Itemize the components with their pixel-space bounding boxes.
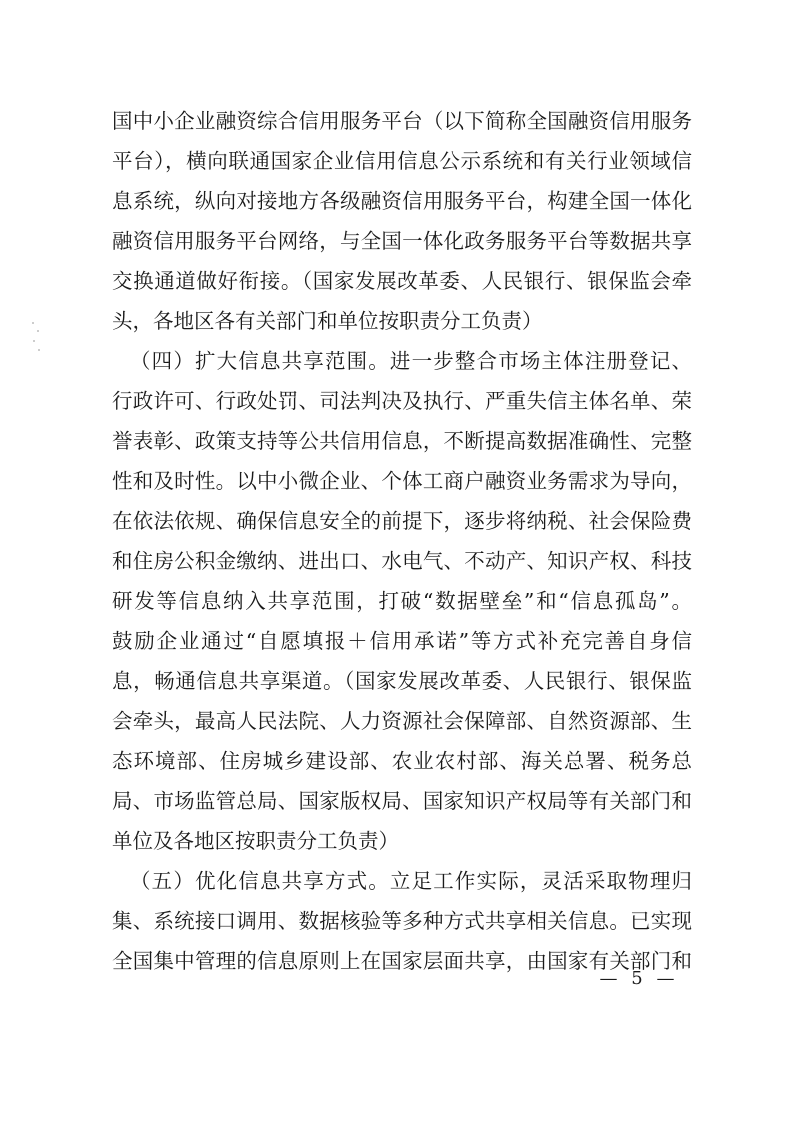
text-line: 平台），横向联通国家企业信用信息公示系统和有关行业领域信 [112, 149, 692, 173]
page-number: — 5 — [599, 968, 679, 989]
text-line: 态环境部、住房城乡建设部、农业农村部、海关总署、税务总 [112, 749, 692, 773]
paragraph-heading-line: （四）扩大信息共享范围。进一步整合市场主体注册登记、 [130, 349, 692, 373]
text-line: 局、市场监管总局、国家版权局、国家知识产权局等有关部门和 [112, 789, 692, 813]
text-line: 在依法依规、确保信息安全的前提下，逐步将纳税、社会保险费 [112, 509, 692, 533]
text-line: 鼓励企业通过“自愿填报＋信用承诺”等方式补充完善自身信 [112, 629, 692, 653]
text-line: 交换通道做好衔接。（国家发展改革委、人民银行、银保监会牵 [112, 269, 692, 293]
text-line: 全国集中管理的信息原则上在国家层面共享，由国家有关部门和 [112, 949, 692, 973]
text-line: 和住房公积金缴纳、进出口、水电气、不动产、知识产权、科技 [112, 549, 692, 573]
text-line: 单位及各地区按职责分工负责） [112, 829, 399, 853]
text-line: 息系统，纵向对接地方各级融资信用服务平台，构建全国一体化 [112, 189, 692, 213]
margin-specks [30, 318, 42, 358]
text-line: 国中小企业融资综合信用服务平台（以下简称全国融资信用服务 [112, 109, 692, 133]
text-line: 息，畅通信息共享渠道。（国家发展改革委、人民银行、银保监 [112, 669, 692, 693]
text-line: 融资信用服务平台网络，与全国一体化政务服务平台等数据共享 [112, 229, 692, 253]
text-line: 集、系统接口调用、数据核验等多种方式共享相关信息。已实现 [112, 909, 692, 933]
body-text [112, 101, 692, 981]
text-line: 性和及时性。以中小微企业、个体工商户融资业务需求为导向， [112, 469, 692, 493]
paragraph-heading-line: （五）优化信息共享方式。立足工作实际，灵活采取物理归 [130, 869, 692, 893]
text-line: 会牵头，最高人民法院、人力资源社会保障部、自然资源部、生 [112, 709, 692, 733]
text-line: 头，各地区各有关部门和单位按职责分工负责） [112, 309, 543, 333]
text-line: 誉表彰、政策支持等公共信用信息，不断提高数据准确性、完整 [112, 429, 692, 453]
text-line: 研发等信息纳入共享范围，打破“数据壁垒”和“信息孤岛”。 [112, 589, 692, 613]
text-line: 行政许可、行政处罚、司法判决及执行、严重失信主体名单、荣 [112, 389, 692, 413]
